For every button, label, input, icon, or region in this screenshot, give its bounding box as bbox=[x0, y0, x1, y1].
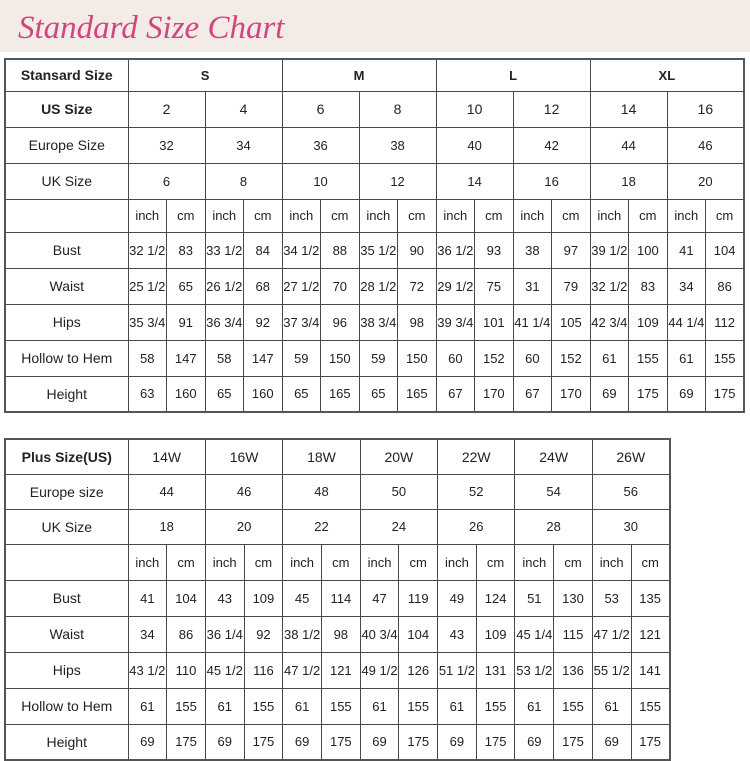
measure-value: 32 1/2 bbox=[590, 268, 629, 304]
unit-label: cm bbox=[475, 199, 514, 232]
measure-value: 41 bbox=[667, 232, 706, 268]
unit-label: cm bbox=[321, 199, 360, 232]
measure-value: 98 bbox=[321, 616, 360, 652]
measure-value: 37 3/4 bbox=[282, 304, 321, 340]
measure-value: 104 bbox=[706, 232, 745, 268]
measure-value: 69 bbox=[283, 724, 322, 760]
size-value: 10 bbox=[436, 91, 513, 127]
measure-value: 67 bbox=[513, 376, 552, 412]
measure-value: 40 3/4 bbox=[360, 616, 399, 652]
measure-row-height bbox=[5, 724, 670, 760]
unit-label: cm bbox=[629, 199, 668, 232]
size-value: 50 bbox=[360, 474, 437, 509]
measure-value: 115 bbox=[554, 616, 593, 652]
measure-value: 175 bbox=[399, 724, 438, 760]
measure-value: 121 bbox=[631, 616, 670, 652]
measure-value: 65 bbox=[167, 268, 206, 304]
measure-value: 36 3/4 bbox=[205, 304, 244, 340]
unit-label: inch bbox=[438, 544, 477, 580]
measure-value: 69 bbox=[128, 724, 167, 760]
measure-value: 45 1/2 bbox=[205, 652, 244, 688]
measure-value: 155 bbox=[244, 688, 283, 724]
size-value: 24W bbox=[515, 439, 592, 474]
measure-value: 83 bbox=[167, 232, 206, 268]
size-value: 6 bbox=[128, 163, 205, 199]
measure-value: 152 bbox=[475, 340, 514, 376]
size-value: 42 bbox=[513, 127, 590, 163]
measure-value: 43 bbox=[205, 580, 244, 616]
size-value: 30 bbox=[592, 509, 669, 544]
measure-value: 155 bbox=[554, 688, 593, 724]
row-label: Hips bbox=[5, 304, 128, 340]
measure-value: 116 bbox=[244, 652, 283, 688]
unit-label: inch bbox=[667, 199, 706, 232]
measure-value: 126 bbox=[399, 652, 438, 688]
measure-value: 104 bbox=[167, 580, 206, 616]
size-value: 44 bbox=[128, 474, 205, 509]
measure-value: 98 bbox=[398, 304, 437, 340]
size-row-europe-size bbox=[5, 474, 670, 509]
unit-label: cm bbox=[321, 544, 360, 580]
size-value: 56 bbox=[592, 474, 669, 509]
size-value: 4 bbox=[205, 91, 282, 127]
size-value: 16 bbox=[667, 91, 744, 127]
measure-row-bust bbox=[5, 580, 670, 616]
measure-value: 67 bbox=[436, 376, 475, 412]
row-label: Height bbox=[5, 376, 128, 412]
measure-value: 58 bbox=[128, 340, 167, 376]
measure-value: 68 bbox=[244, 268, 283, 304]
size-value: 14W bbox=[128, 439, 205, 474]
measure-value: 35 3/4 bbox=[128, 304, 167, 340]
measure-row-waist bbox=[5, 268, 744, 304]
unit-label: cm bbox=[552, 199, 591, 232]
measure-row-bust bbox=[5, 232, 744, 268]
row-label: Europe Size bbox=[5, 127, 128, 163]
units-row bbox=[5, 544, 670, 580]
row-label: Waist bbox=[5, 268, 128, 304]
row-label: UK Size bbox=[5, 509, 128, 544]
measure-value: 38 3/4 bbox=[359, 304, 398, 340]
measure-value: 69 bbox=[667, 376, 706, 412]
measure-value: 63 bbox=[128, 376, 167, 412]
unit-label: inch bbox=[436, 199, 475, 232]
measure-value: 26 1/2 bbox=[205, 268, 244, 304]
measure-value: 69 bbox=[205, 724, 244, 760]
measure-value: 175 bbox=[167, 724, 206, 760]
size-value: 12 bbox=[359, 163, 436, 199]
size-value: 24 bbox=[360, 509, 437, 544]
unit-label: inch bbox=[360, 544, 399, 580]
plus-size-table bbox=[4, 438, 671, 761]
row-label: Europe size bbox=[5, 474, 128, 509]
measure-value: 69 bbox=[590, 376, 629, 412]
measure-value: 38 bbox=[513, 232, 552, 268]
measure-value: 32 1/2 bbox=[128, 232, 167, 268]
size-value: 46 bbox=[667, 127, 744, 163]
measure-value: 165 bbox=[321, 376, 360, 412]
size-row-uk-size bbox=[5, 509, 670, 544]
measure-value: 60 bbox=[436, 340, 475, 376]
size-value: 18 bbox=[590, 163, 667, 199]
size-value: 6 bbox=[282, 91, 359, 127]
unit-label: cm bbox=[167, 544, 206, 580]
measure-value: 36 1/4 bbox=[205, 616, 244, 652]
measure-value: 61 bbox=[205, 688, 244, 724]
measure-value: 59 bbox=[359, 340, 398, 376]
unit-label: cm bbox=[399, 544, 438, 580]
size-value: 8 bbox=[205, 163, 282, 199]
measure-value: 36 1/2 bbox=[436, 232, 475, 268]
measure-value: 119 bbox=[399, 580, 438, 616]
measure-value: 61 bbox=[438, 688, 477, 724]
measure-value: 165 bbox=[398, 376, 437, 412]
size-row-us-size bbox=[5, 91, 744, 127]
measure-row-hollow-to-hem bbox=[5, 688, 670, 724]
size-value: 22W bbox=[438, 439, 515, 474]
measure-value: 131 bbox=[476, 652, 515, 688]
measure-value: 152 bbox=[552, 340, 591, 376]
row-label: Hips bbox=[5, 652, 128, 688]
measure-value: 150 bbox=[321, 340, 360, 376]
measure-value: 170 bbox=[475, 376, 514, 412]
measure-value: 69 bbox=[592, 724, 631, 760]
measure-value: 175 bbox=[476, 724, 515, 760]
row-label: Stansard Size bbox=[5, 59, 128, 91]
measure-value: 39 3/4 bbox=[436, 304, 475, 340]
measure-value: 155 bbox=[167, 688, 206, 724]
measure-value: 109 bbox=[476, 616, 515, 652]
measure-value: 41 1/4 bbox=[513, 304, 552, 340]
row-label: Height bbox=[5, 724, 128, 760]
measure-value: 155 bbox=[476, 688, 515, 724]
measure-value: 61 bbox=[360, 688, 399, 724]
header-banner bbox=[0, 0, 750, 52]
size-value: 26W bbox=[592, 439, 669, 474]
measure-value: 124 bbox=[476, 580, 515, 616]
size-value: 46 bbox=[205, 474, 282, 509]
unit-label: inch bbox=[283, 544, 322, 580]
unit-label: cm bbox=[631, 544, 670, 580]
measure-value: 83 bbox=[629, 268, 668, 304]
measure-value: 101 bbox=[475, 304, 514, 340]
size-value: 12 bbox=[513, 91, 590, 127]
unit-label: inch bbox=[205, 544, 244, 580]
size-value: 36 bbox=[282, 127, 359, 163]
row-label: Hollow to Hem bbox=[5, 688, 128, 724]
size-value: 44 bbox=[590, 127, 667, 163]
measure-value: 47 bbox=[360, 580, 399, 616]
measure-value: 65 bbox=[282, 376, 321, 412]
measure-value: 92 bbox=[244, 616, 283, 652]
measure-value: 136 bbox=[554, 652, 593, 688]
measure-value: 38 1/2 bbox=[283, 616, 322, 652]
size-value: 14 bbox=[436, 163, 513, 199]
measure-value: 109 bbox=[244, 580, 283, 616]
size-row-plus-size-us bbox=[5, 439, 670, 474]
measure-value: 69 bbox=[360, 724, 399, 760]
measure-value: 27 1/2 bbox=[282, 268, 321, 304]
measure-value: 155 bbox=[631, 688, 670, 724]
size-group-s: S bbox=[128, 59, 282, 91]
row-label: UK Size bbox=[5, 163, 128, 199]
measure-value: 175 bbox=[321, 724, 360, 760]
row-label: US Size bbox=[5, 91, 128, 127]
units-label-blank bbox=[5, 544, 128, 580]
measure-value: 39 1/2 bbox=[590, 232, 629, 268]
measure-value: 25 1/2 bbox=[128, 268, 167, 304]
size-value: 18 bbox=[128, 509, 205, 544]
measure-value: 28 1/2 bbox=[359, 268, 398, 304]
measure-value: 43 1/2 bbox=[128, 652, 167, 688]
measure-value: 45 1/4 bbox=[515, 616, 554, 652]
measure-value: 41 bbox=[128, 580, 167, 616]
measure-value: 61 bbox=[283, 688, 322, 724]
measure-value: 112 bbox=[706, 304, 745, 340]
unit-label: inch bbox=[515, 544, 554, 580]
measure-value: 86 bbox=[706, 268, 745, 304]
unit-label: cm bbox=[554, 544, 593, 580]
row-label: Hollow to Hem bbox=[5, 340, 128, 376]
measure-value: 61 bbox=[590, 340, 629, 376]
measure-value: 61 bbox=[667, 340, 706, 376]
size-value: 54 bbox=[515, 474, 592, 509]
measure-value: 47 1/2 bbox=[592, 616, 631, 652]
size-value: 48 bbox=[283, 474, 360, 509]
unit-label: cm bbox=[244, 199, 283, 232]
unit-label: inch bbox=[590, 199, 629, 232]
unit-label: inch bbox=[282, 199, 321, 232]
size-value: 38 bbox=[359, 127, 436, 163]
measure-value: 65 bbox=[359, 376, 398, 412]
measure-value: 70 bbox=[321, 268, 360, 304]
size-value: 14 bbox=[590, 91, 667, 127]
measure-value: 51 bbox=[515, 580, 554, 616]
measure-value: 155 bbox=[399, 688, 438, 724]
measure-value: 147 bbox=[244, 340, 283, 376]
measure-value: 175 bbox=[706, 376, 745, 412]
measure-value: 61 bbox=[592, 688, 631, 724]
size-value: 18W bbox=[283, 439, 360, 474]
size-row-europe-size bbox=[5, 127, 744, 163]
unit-label: inch bbox=[513, 199, 552, 232]
measure-value: 53 bbox=[592, 580, 631, 616]
size-row-uk-size bbox=[5, 163, 744, 199]
measure-value: 100 bbox=[629, 232, 668, 268]
measure-value: 84 bbox=[244, 232, 283, 268]
measure-value: 61 bbox=[515, 688, 554, 724]
measure-value: 55 1/2 bbox=[592, 652, 631, 688]
measure-value: 97 bbox=[552, 232, 591, 268]
measure-value: 93 bbox=[475, 232, 514, 268]
measure-value: 90 bbox=[398, 232, 437, 268]
measure-value: 88 bbox=[321, 232, 360, 268]
units-row bbox=[5, 199, 744, 232]
row-label: Bust bbox=[5, 232, 128, 268]
measure-value: 141 bbox=[631, 652, 670, 688]
measure-value: 175 bbox=[554, 724, 593, 760]
measure-value: 147 bbox=[167, 340, 206, 376]
measure-value: 33 1/2 bbox=[205, 232, 244, 268]
measure-value: 79 bbox=[552, 268, 591, 304]
size-value: 20 bbox=[205, 509, 282, 544]
measure-value: 53 1/2 bbox=[515, 652, 554, 688]
measure-value: 160 bbox=[167, 376, 206, 412]
measure-value: 155 bbox=[321, 688, 360, 724]
size-value: 40 bbox=[436, 127, 513, 163]
unit-label: inch bbox=[128, 544, 167, 580]
measure-value: 61 bbox=[128, 688, 167, 724]
measure-value: 109 bbox=[629, 304, 668, 340]
unit-label: inch bbox=[205, 199, 244, 232]
measure-value: 69 bbox=[515, 724, 554, 760]
measure-value: 47 1/2 bbox=[283, 652, 322, 688]
measure-value: 72 bbox=[398, 268, 437, 304]
size-value: 20W bbox=[360, 439, 437, 474]
measure-value: 59 bbox=[282, 340, 321, 376]
measure-value: 150 bbox=[398, 340, 437, 376]
standard-size-table bbox=[4, 58, 745, 413]
measure-value: 31 bbox=[513, 268, 552, 304]
unit-label: inch bbox=[128, 199, 167, 232]
measure-value: 160 bbox=[244, 376, 283, 412]
measure-value: 49 1/2 bbox=[360, 652, 399, 688]
measure-row-height bbox=[5, 376, 744, 412]
measure-row-hips bbox=[5, 304, 744, 340]
size-group-xl: XL bbox=[590, 59, 744, 91]
row-label: Waist bbox=[5, 616, 128, 652]
measure-value: 60 bbox=[513, 340, 552, 376]
page-title: Standard Size Chart bbox=[18, 10, 285, 46]
measure-value: 45 bbox=[283, 580, 322, 616]
measure-value: 155 bbox=[629, 340, 668, 376]
measure-value: 104 bbox=[399, 616, 438, 652]
measure-row-hips bbox=[5, 652, 670, 688]
unit-label: cm bbox=[706, 199, 745, 232]
row-label: Bust bbox=[5, 580, 128, 616]
size-value: 20 bbox=[667, 163, 744, 199]
measure-value: 65 bbox=[205, 376, 244, 412]
size-value: 28 bbox=[515, 509, 592, 544]
measure-value: 51 1/2 bbox=[438, 652, 477, 688]
measure-value: 34 bbox=[667, 268, 706, 304]
unit-label: cm bbox=[398, 199, 437, 232]
measure-value: 110 bbox=[167, 652, 206, 688]
measure-value: 175 bbox=[629, 376, 668, 412]
unit-label: cm bbox=[244, 544, 283, 580]
unit-label: inch bbox=[592, 544, 631, 580]
measure-value: 105 bbox=[552, 304, 591, 340]
size-value: 10 bbox=[282, 163, 359, 199]
measure-value: 49 bbox=[438, 580, 477, 616]
measure-value: 92 bbox=[244, 304, 283, 340]
measure-value: 44 1/4 bbox=[667, 304, 706, 340]
size-value: 34 bbox=[205, 127, 282, 163]
measure-value: 130 bbox=[554, 580, 593, 616]
measure-value: 29 1/2 bbox=[436, 268, 475, 304]
measure-value: 175 bbox=[244, 724, 283, 760]
row-label: Plus Size(US) bbox=[5, 439, 128, 474]
measure-row-waist bbox=[5, 616, 670, 652]
measure-value: 42 3/4 bbox=[590, 304, 629, 340]
size-group-l: L bbox=[436, 59, 590, 91]
measure-value: 34 1/2 bbox=[282, 232, 321, 268]
size-value: 16 bbox=[513, 163, 590, 199]
size-group-m: M bbox=[282, 59, 436, 91]
size-value: 2 bbox=[128, 91, 205, 127]
measure-value: 86 bbox=[167, 616, 206, 652]
measure-value: 91 bbox=[167, 304, 206, 340]
unit-label: inch bbox=[359, 199, 398, 232]
measure-value: 175 bbox=[631, 724, 670, 760]
measure-value: 43 bbox=[438, 616, 477, 652]
size-value: 52 bbox=[438, 474, 515, 509]
units-label-blank bbox=[5, 199, 128, 232]
measure-value: 58 bbox=[205, 340, 244, 376]
size-value: 8 bbox=[359, 91, 436, 127]
size-value: 22 bbox=[283, 509, 360, 544]
measure-value: 135 bbox=[631, 580, 670, 616]
measure-value: 34 bbox=[128, 616, 167, 652]
unit-label: cm bbox=[476, 544, 515, 580]
size-value: 16W bbox=[205, 439, 282, 474]
measure-value: 75 bbox=[475, 268, 514, 304]
size-value: 26 bbox=[438, 509, 515, 544]
measure-value: 170 bbox=[552, 376, 591, 412]
size-value: 32 bbox=[128, 127, 205, 163]
measure-value: 35 1/2 bbox=[359, 232, 398, 268]
measure-value: 121 bbox=[321, 652, 360, 688]
size-group-row bbox=[5, 59, 744, 91]
measure-value: 155 bbox=[706, 340, 745, 376]
measure-value: 114 bbox=[321, 580, 360, 616]
measure-value: 69 bbox=[438, 724, 477, 760]
unit-label: cm bbox=[167, 199, 206, 232]
measure-row-hollow-to-hem bbox=[5, 340, 744, 376]
measure-value: 96 bbox=[321, 304, 360, 340]
